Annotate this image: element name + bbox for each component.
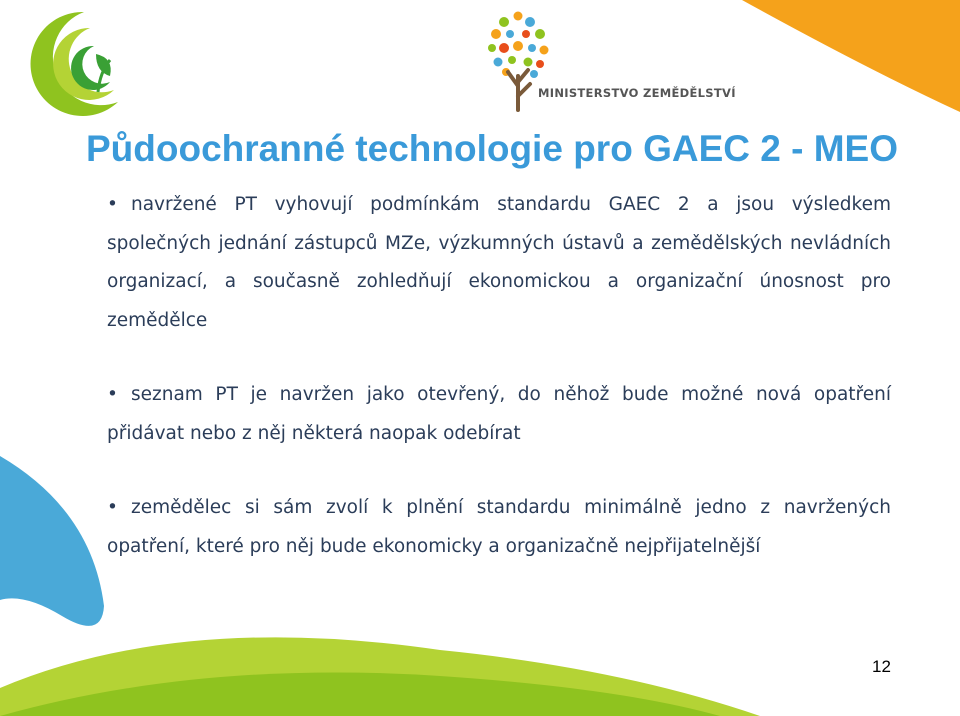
bullet-text: zemědělec si sám zvolí k plnění standardu minimálně jedno z navržených opatření, které pro něj bude ekonomicky a organizačně nejpřijatelnější <box>107 497 891 557</box>
bullet-icon: • <box>107 194 118 215</box>
bullet-item <box>107 489 891 566</box>
bullet-item <box>107 376 891 453</box>
leaf-crescent-logo <box>14 6 126 118</box>
blue-left-shape <box>0 456 104 626</box>
slide-title: Půdoochranné technologie pro GAEC 2 - MEO <box>86 128 898 169</box>
bullet-list <box>107 186 891 566</box>
ministry-logo-text: MINISTERSTVO ZEMĚDĚLSTVÍ <box>538 86 736 100</box>
page-number: 12 <box>872 657 891 676</box>
bullet-icon: • <box>107 497 118 518</box>
bullet-icon: • <box>107 384 118 405</box>
orange-corner-shape <box>742 0 960 112</box>
bullet-item <box>107 186 891 340</box>
bullet-text: navržené PT vyhovují podmínkám standardu GAEC 2 a jsou výsledkem společných jednání zástupců MZe, výzkumných ústavů a zemědělských nevládních organizací, a současně zohledňují ekonomickou a organizační únosnost pro zemědělce <box>107 194 891 331</box>
bullet-text: seznam PT je navržen jako otevřený, do něhož bude možné nová opatření přidávat nebo z něj některá naopak odebírat <box>107 384 891 444</box>
